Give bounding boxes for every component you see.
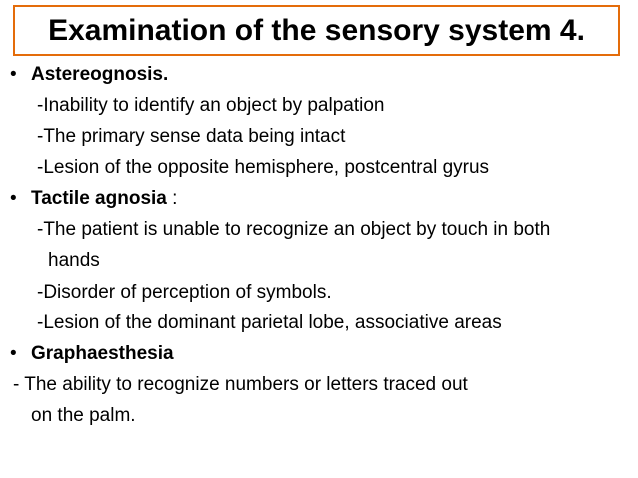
heading-tactile-agnosia: Tactile agnosia xyxy=(31,188,167,209)
title-box xyxy=(13,5,620,56)
astereognosis-line-1: -Inability to identify an object by palpation xyxy=(37,95,385,116)
bullet-tactile-agnosia: • xyxy=(10,188,17,209)
slide-title: Examination of the sensory system 4. xyxy=(48,13,585,47)
tactile-agnosia-line-2: hands xyxy=(48,250,100,271)
heading-tactile-agnosia-row xyxy=(31,187,177,211)
bullet-graphaesthesia: • xyxy=(10,343,17,364)
bullet-astereognosis: • xyxy=(10,64,17,85)
heading-tactile-agnosia-suffix: : xyxy=(166,188,178,209)
graphaesthesia-line-2: on the palm. xyxy=(31,405,136,426)
tactile-agnosia-line-1: -The patient is unable to recognize an object by touch in both xyxy=(37,219,551,240)
astereognosis-line-3: -Lesion of the opposite hemisphere, postcentral gyrus xyxy=(37,157,490,178)
graphaesthesia-line-1: - The ability to recognize numbers or letters traced out xyxy=(13,374,468,395)
tactile-agnosia-line-3: -Disorder of perception of symbols. xyxy=(37,282,332,303)
tactile-agnosia-line-4: -Lesion of the dominant parietal lobe, associative areas xyxy=(37,312,502,333)
astereognosis-line-2: -The primary sense data being intact xyxy=(37,126,346,147)
heading-astereognosis: Astereognosis. xyxy=(31,64,169,85)
heading-graphaesthesia: Graphaesthesia xyxy=(31,343,174,364)
